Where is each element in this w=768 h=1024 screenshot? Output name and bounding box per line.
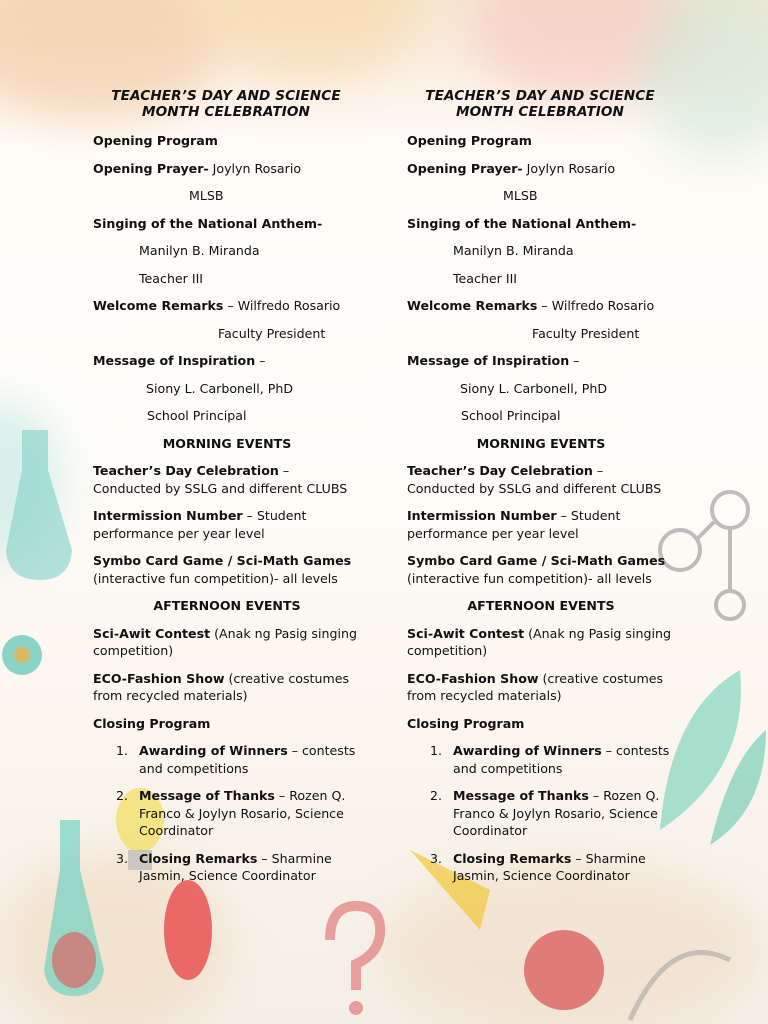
teachers-day-desc: – Conducted by SSLG and different CLUBS (93, 463, 348, 496)
eco-fashion-item (93, 670, 361, 705)
opening-prayer-label: Opening Prayer- (93, 160, 209, 176)
intermission-desc: – Student performance per year level (407, 508, 621, 541)
welcome-name: – Wilfredo Rosario (223, 298, 341, 313)
closing-item-label: Message of Thanks (453, 788, 589, 803)
welcome-label: Welcome Remarks (93, 298, 224, 313)
program-title: TEACHER’S DAY AND SCIENCE MONTH CELEBRATION (425, 88, 655, 120)
anthem-name: Manilyn B. Miranda (139, 243, 260, 258)
inspiration-dash: – (255, 353, 266, 368)
inspiration-label: Message of Inspiration (407, 353, 570, 368)
welcome-name: – Wilfredo Rosario (537, 298, 655, 313)
inspiration-role: School Principal (461, 408, 561, 423)
anthem-name: Manilyn B. Miranda (453, 243, 574, 258)
opening-program-heading: Opening Program (93, 133, 218, 148)
list-item (407, 787, 675, 840)
teachers-day-item (93, 462, 361, 497)
opening-prayer-line (93, 160, 361, 178)
eco-fashion-desc: (creative costumes from recycled materials) (407, 670, 664, 703)
closing-item-desc: – Rozen Q. Franco & Joylyn Rosario, Science Coordinator (453, 788, 660, 838)
opening-prayer-role: MLSB (503, 188, 538, 203)
eco-fashion-item (407, 670, 675, 705)
inspiration-role: School Principal (147, 408, 247, 423)
program-column-right (407, 86, 675, 895)
symbo-item (407, 552, 675, 587)
closing-item-label: Awarding of Winners (453, 743, 602, 758)
closing-item-desc: – contests and competitions (453, 743, 670, 776)
sciawit-item (407, 625, 675, 660)
closing-program-heading: Closing Program (93, 715, 211, 731)
closing-item-desc: – contests and competitions (139, 743, 356, 776)
symbo-desc: (interactive fun competition)- all levels (93, 570, 338, 586)
intermission-item (93, 507, 361, 542)
closing-item-desc: – Sharmine Jasmin, Science Coordinator (139, 850, 332, 883)
opening-prayer-role: MLSB (189, 188, 224, 203)
welcome-label: Welcome Remarks (407, 298, 538, 313)
list-number: 3. (430, 850, 443, 866)
atom-doodle (0, 610, 60, 700)
sciawit-desc: (Anak ng Pasig singing competition) (407, 625, 671, 658)
intermission-label: Intermission Number (93, 508, 243, 523)
list-item (93, 850, 361, 885)
eco-fashion-label: ECO-Fashion Show (93, 670, 225, 686)
list-item (407, 742, 675, 777)
list-number: 2. (430, 788, 443, 803)
anthem-role: Teacher III (139, 270, 203, 286)
opening-prayer-line (407, 160, 675, 178)
anthem-label: Singing of the National Anthem- (407, 215, 637, 231)
inspiration-name: Siony L. Carbonell, PhD (146, 380, 294, 396)
closing-item-label: Closing Remarks (453, 850, 572, 866)
opening-prayer-name: Joylyn Rosario (208, 160, 302, 176)
closing-list (407, 742, 675, 885)
intermission-item (407, 507, 675, 542)
teachers-day-label: Teacher’s Day Celebration (93, 463, 279, 478)
teachers-day-desc: – Conducted by SSLG and different CLUBS (407, 463, 662, 496)
closing-list (93, 742, 361, 885)
opening-program-heading: Opening Program (407, 133, 532, 148)
eco-fashion-desc: (creative costumes from recycled materials) (93, 670, 350, 703)
list-number: 3. (116, 850, 129, 866)
inspiration-name: Siony L. Carbonell, PhD (460, 380, 608, 396)
anthem-label: Singing of the National Anthem- (93, 215, 323, 231)
morning-events-heading: MORNING EVENTS (162, 435, 292, 451)
intermission-desc: – Student performance per year level (93, 508, 307, 541)
inspiration-line (407, 352, 675, 370)
opening-prayer-name: Joylyn Rosario (522, 160, 616, 176)
symbo-desc: (interactive fun competition)- all levels (407, 570, 652, 586)
sciawit-item (93, 625, 361, 660)
closing-item-desc: – Sharmine Jasmin, Science Coordinator (453, 850, 646, 883)
closing-item-label: Closing Remarks (139, 850, 258, 866)
inspiration-dash: – (569, 353, 580, 368)
closing-item-desc: – Rozen Q. Franco & Joylyn Rosario, Science Coordinator (139, 788, 346, 838)
ball-doodle (520, 900, 610, 1024)
afternoon-events-heading: AFTERNOON EVENTS (153, 598, 301, 613)
symbo-label: Symbo Card Game / Sci-Math Games (93, 553, 352, 568)
program-title: TEACHER’S DAY AND SCIENCE MONTH CELEBRATION (111, 88, 341, 120)
list-number: 2. (116, 788, 129, 803)
sciawit-label: Sci-Awit Contest (407, 625, 525, 641)
list-item (93, 787, 361, 840)
closing-program-heading: Closing Program (407, 715, 525, 731)
closing-item-label: Message of Thanks (139, 788, 275, 803)
teachers-day-item (407, 462, 675, 497)
morning-events-heading: MORNING EVENTS (476, 435, 606, 451)
list-item (93, 742, 361, 777)
program-column-left (93, 86, 361, 895)
welcome-role: Faculty President (218, 325, 326, 341)
welcome-line (407, 297, 675, 315)
sciawit-label: Sci-Awit Contest (93, 625, 211, 641)
question-doodle (320, 900, 390, 1020)
afternoon-events-heading: AFTERNOON EVENTS (467, 598, 615, 613)
list-item (407, 850, 675, 885)
welcome-role: Faculty President (532, 325, 640, 341)
intermission-label: Intermission Number (407, 508, 557, 523)
welcome-line (93, 297, 361, 315)
symbo-item (93, 552, 361, 587)
list-number: 1. (116, 743, 129, 758)
eco-fashion-label: ECO-Fashion Show (407, 670, 539, 686)
sciawit-desc: (Anak ng Pasig singing competition) (93, 625, 357, 658)
plant-doodle (610, 920, 750, 1024)
list-number: 1. (430, 743, 443, 758)
inspiration-line (93, 352, 361, 370)
opening-prayer-label: Opening Prayer- (407, 160, 523, 176)
inspiration-label: Message of Inspiration (93, 353, 256, 368)
closing-item-label: Awarding of Winners (139, 743, 288, 758)
symbo-label: Symbo Card Game / Sci-Math Games (407, 553, 666, 568)
anthem-role: Teacher III (453, 270, 517, 286)
flask-doodle (0, 430, 80, 610)
teachers-day-label: Teacher’s Day Celebration (407, 463, 593, 478)
